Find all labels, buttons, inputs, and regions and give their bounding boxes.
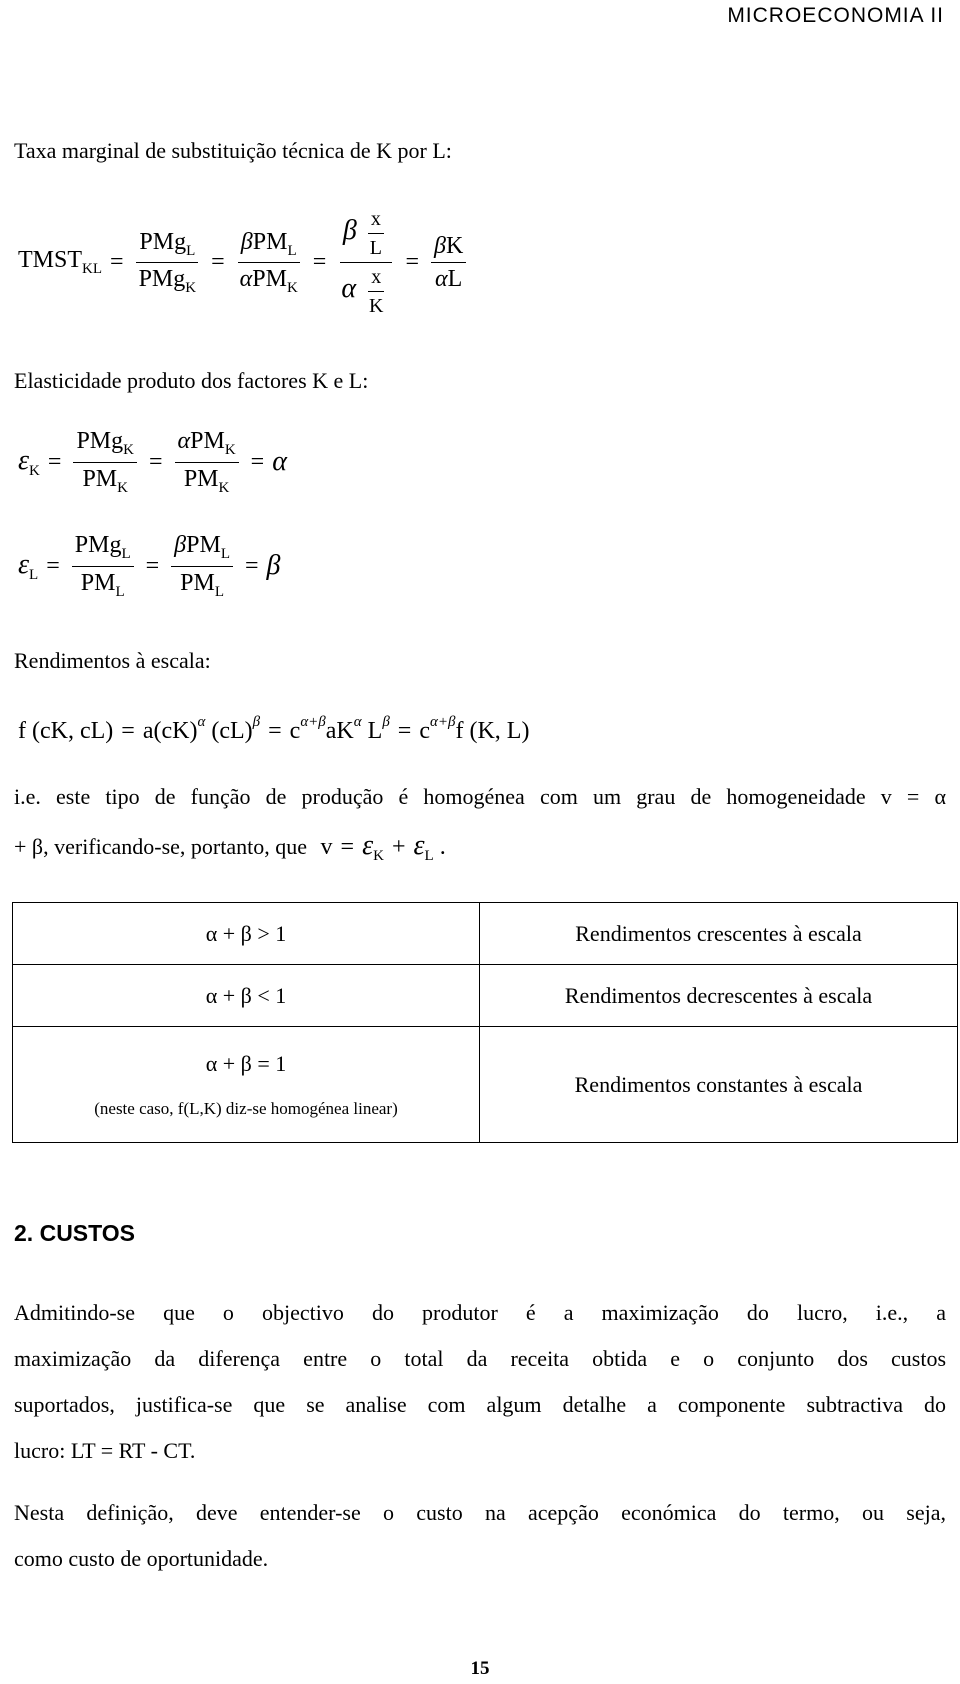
homogeneity-equation: f (cK, cL) = a(cK)$^\alpha$ $(cL)^\beta = c^{\alpha+\beta}aK^\alpha$ $L^\beta = c^{\alpha+\beta}f$ (K, L) (18, 714, 530, 744)
elasticity-heading: Elasticidade produto dos factores K e L: (14, 368, 369, 393)
paragraph-2 (14, 1502, 946, 1594)
table-row (13, 1027, 958, 1143)
v-equation: $v = \varepsilon_K + \varepsilon_L$ . (320, 830, 446, 864)
table-cell-result: Rendimentos constantes à escala (480, 1027, 958, 1143)
paragraph-1 (14, 1302, 946, 1486)
paragraph-line: lucro: LT = RT - CT. (14, 1438, 196, 1463)
paragraph-line: suportados, justifica-se que se analise com algum detalhe a componente subtractiva do (14, 1392, 946, 1417)
table-cell-result: Rendimentos crescentes à escala (480, 903, 958, 965)
ie-line-1: i.e. este tipo de função de produção é homogénea com um grau de homogeneidade v = α (14, 784, 946, 809)
ie-line-2-text: + β, verificando-se, portanto, que (14, 834, 308, 859)
section-number: 2. (14, 1220, 34, 1246)
table-cell-result: Rendimentos decrescentes à escala (480, 965, 958, 1027)
paragraph-line: Nesta definição, deve entender-se o custo na acepção económica do termo, ou seja, (14, 1500, 946, 1525)
table-condition-note: (neste caso, f(L,K) diz-se homogénea linear) (94, 1098, 398, 1118)
returns-table (12, 902, 958, 1143)
paragraph-line: Admitindo-se que o objectivo do produtor é a maximização do lucro, i.e., a (14, 1300, 946, 1325)
table-row (13, 965, 958, 1027)
elasticity-k-equation: $\varepsilon_K$ = $\frac{PMg_K}{PM_K}$ = $\frac{\alpha PM_K}{PM_K}$ = α (18, 428, 287, 496)
table-row (13, 903, 958, 965)
tmst-equation: $TMST_{KL}$ = $\frac{PMg_L}{PMg_K}$ = $\frac{\beta PM_L}{\alpha PM_K}$ = β $\frac{x}{L}$ α $\frac{x}{K}$ = $\frac{\beta K}{\alpha L}$ (18, 208, 470, 317)
paragraph-line: maximização da diferença entre o total da receita obtida e o conjunto dos custos (14, 1346, 946, 1371)
returns-heading: Rendimentos à escala: (14, 648, 211, 673)
elasticity-l-equation: $\varepsilon_L$ = $\frac{PMg_L}{PM_L}$ = $\frac{\beta PM_L}{PM_L}$ = β (18, 532, 281, 600)
ie-line-2 (14, 832, 446, 864)
running-header: MICROECONOMIA II (727, 4, 944, 27)
paragraph-line: como custo de oportunidade. (14, 1546, 269, 1571)
table-cell-condition: α + β < 1 (13, 965, 480, 1027)
table-cell-condition: α + β > 1 (13, 903, 480, 965)
table-condition-text: α + β = 1 (205, 1050, 287, 1076)
section-heading (14, 1220, 135, 1247)
page-number: 15 (470, 1658, 490, 1679)
tmst-heading: Taxa marginal de substituição técnica de K por L: (14, 138, 452, 163)
table-cell-condition (13, 1027, 480, 1143)
section-title: CUSTOS (39, 1220, 136, 1246)
